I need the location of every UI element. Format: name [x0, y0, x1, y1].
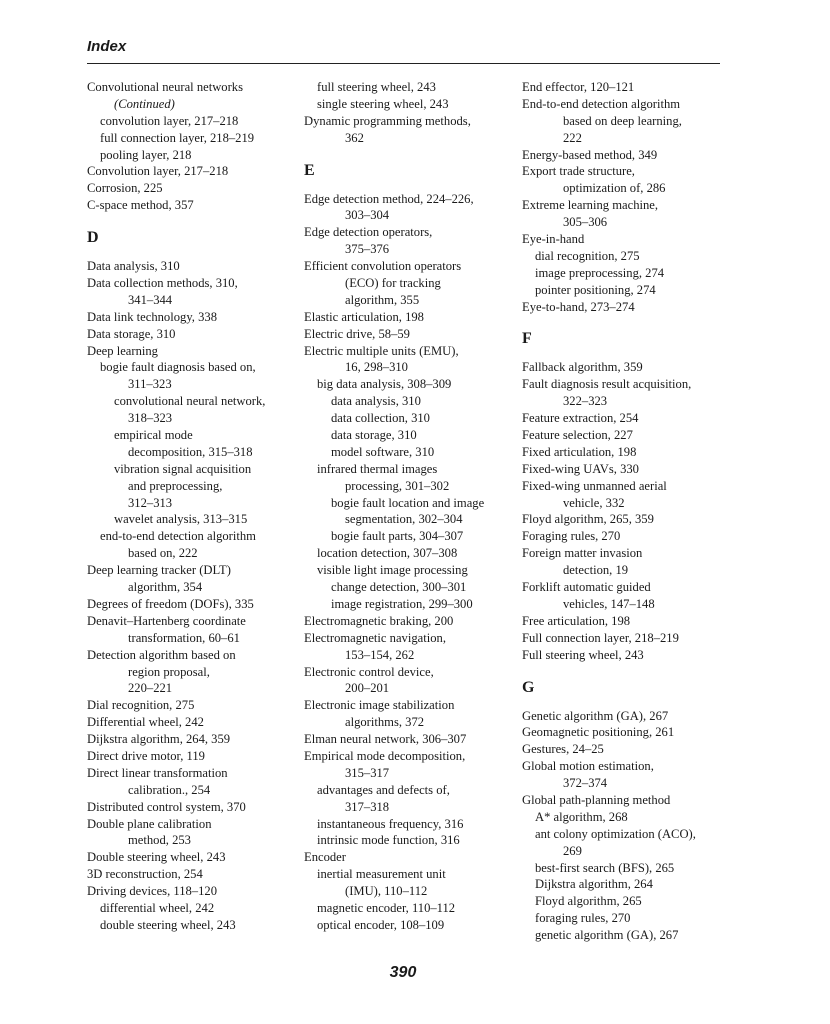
index-entry: Edge detection operators, — [304, 225, 433, 240]
index-entry: Data analysis, 310 — [87, 259, 180, 274]
index-subentry: instantaneous frequency, 316 — [317, 816, 464, 831]
index-entry: Fault diagnosis result acquisition, — [522, 377, 692, 392]
index-subentry: based on, 222 — [128, 546, 198, 561]
index-subentry: pointer positioning, 274 — [535, 282, 656, 297]
index-subentry: end-to-end detection algorithm — [100, 529, 256, 544]
index-column-2 — [304, 79, 514, 934]
index-entry: C-space method, 357 — [87, 198, 194, 213]
index-entry: End effector, 120–121 — [522, 80, 635, 94]
index-subentry: processing, 301–302 — [345, 478, 450, 493]
index-entry: Full connection layer, 218–219 — [522, 630, 679, 645]
index-subentry: 312–313 — [128, 495, 173, 510]
index-entry: End-to-end detection algorithm — [522, 96, 681, 111]
index-entry: Degrees of freedom (DOFs), 335 — [87, 596, 254, 611]
index-subentry: visible light image processing — [317, 563, 468, 578]
index-subentry: 322–323 — [563, 394, 608, 409]
index-subentry: bogie fault location and image — [331, 495, 485, 510]
index-subentry: 222 — [563, 130, 582, 145]
index-subentry: dial recognition, 275 — [535, 248, 640, 263]
index-subentry: wavelet analysis, 313–315 — [114, 512, 248, 527]
index-subentry: vehicle, 332 — [563, 495, 625, 510]
index-entry: Electronic image stabilization — [304, 698, 455, 713]
index-entry: Distributed control system, 370 — [87, 799, 246, 814]
index-entry: Energy-based method, 349 — [522, 147, 658, 162]
page-number: 390 — [389, 964, 417, 981]
index-subentry: data storage, 310 — [331, 428, 417, 443]
index-subentry: A* algorithm, 268 — [535, 809, 628, 824]
index-subentry: optimization of, 286 — [563, 181, 666, 196]
index-subentry: algorithm, 355 — [345, 292, 420, 307]
index-entry: Elastic articulation, 198 — [304, 309, 424, 324]
index-subentry: infrared thermal images — [317, 461, 438, 476]
index-entry: Double steering wheel, 243 — [87, 850, 226, 865]
index-subentry: 375–376 — [345, 242, 390, 257]
index-entry: Data collection methods, 310, — [87, 276, 238, 291]
index-subentry: convolutional neural network, — [114, 394, 266, 409]
index-subentry: vibration signal acquisition — [114, 461, 252, 476]
index-entry: Data storage, 310 — [87, 326, 176, 341]
index-entry: Foreign matter invasion — [522, 546, 643, 561]
index-entry: Driving devices, 118–120 — [87, 884, 217, 899]
index-entry: Dynamic programming methods, — [304, 113, 471, 128]
index-subentry: model software, 310 — [331, 444, 435, 459]
section-letter-d: D — [87, 229, 99, 247]
index-column-3 — [522, 79, 732, 944]
index-subentry: 317–318 — [345, 799, 390, 814]
index-entry: Geomagnetic positioning, 261 — [522, 725, 675, 740]
index-subentry: calibration., 254 — [128, 782, 211, 797]
index-subentry: 153–154, 262 — [345, 647, 415, 662]
index-subentry: 269 — [563, 843, 582, 858]
index-subentry: algorithms, 372 — [345, 715, 425, 730]
index-subentry: vehicles, 147–148 — [563, 596, 655, 611]
index-subentry: based on deep learning, — [563, 113, 682, 128]
index-subentry: bogie fault parts, 304–307 — [331, 529, 464, 544]
index-entry: Electromagnetic braking, 200 — [304, 613, 454, 628]
index-subentry: foraging rules, 270 — [535, 911, 631, 926]
index-entry: Convolutional neural networks — [87, 80, 243, 94]
index-subentry: decomposition, 315–318 — [128, 444, 253, 459]
index-entry: Gestures, 24–25 — [522, 742, 604, 757]
index-subentry: advantages and defects of, — [317, 782, 450, 797]
index-subentry: region proposal, — [128, 664, 210, 679]
index-subentry: convolution layer, 217–218 — [100, 113, 239, 128]
header-rule — [87, 63, 720, 64]
index-entry: 3D reconstruction, 254 — [87, 867, 203, 882]
index-entry: Free articulation, 198 — [522, 613, 631, 628]
index-entry: Double plane calibration — [87, 816, 212, 831]
section-letter-e: E — [304, 161, 315, 179]
index-subentry: segmentation, 302–304 — [345, 512, 463, 527]
index-entry: Deep learning — [87, 343, 158, 358]
index-subentry: 311–323 — [128, 377, 172, 392]
index-subentry: algorithm, 354 — [128, 580, 203, 595]
index-entry: Direct drive motor, 119 — [87, 748, 205, 763]
index-subentry: data collection, 310 — [331, 411, 430, 426]
index-subentry: 362 — [345, 130, 364, 145]
index-subentry: (ECO) for tracking — [345, 276, 441, 291]
index-subentry: detection, 19 — [563, 563, 629, 578]
index-entry: Electromagnetic navigation, — [304, 630, 446, 645]
index-entry: Direct linear transformation — [87, 765, 228, 780]
index-entry: Detection algorithm based on — [87, 647, 236, 662]
index-subentry: method, 253 — [128, 833, 191, 848]
index-entry: Global motion estimation, — [522, 759, 654, 774]
index-subentry: magnetic encoder, 110–112 — [317, 900, 456, 915]
index-subentry: Floyd algorithm, 265 — [535, 894, 642, 909]
index-subentry: differential wheel, 242 — [100, 900, 215, 915]
index-subentry: intrinsic mode function, 316 — [317, 833, 460, 848]
index-subentry: data analysis, 310 — [331, 394, 421, 409]
index-subentry: 341–344 — [128, 292, 173, 307]
index-subentry: image registration, 299–300 — [331, 596, 473, 611]
index-entry: Dial recognition, 275 — [87, 698, 195, 713]
index-subentry: bogie fault diagnosis based on, — [100, 360, 256, 375]
index-entry: Denavit–Hartenberg coordinate — [87, 613, 246, 628]
index-entry: Extreme learning machine, — [522, 198, 659, 213]
index-subentry: and preprocessing, — [128, 478, 223, 493]
index-subentry: (IMU), 110–112 — [345, 884, 428, 899]
index-entry: Convolution layer, 217–218 — [87, 164, 229, 179]
index-entry: Eye-in-hand — [522, 232, 585, 247]
index-subentry: pooling layer, 218 — [100, 147, 192, 162]
index-entry: Electronic control device, — [304, 664, 434, 679]
index-subentry: double steering wheel, 243 — [100, 917, 236, 932]
index-subentry: genetic algorithm (GA), 267 — [535, 928, 679, 943]
index-subentry: full connection layer, 218–219 — [100, 130, 255, 145]
index-subentry: single steering wheel, 243 — [317, 96, 449, 111]
running-header: Index — [87, 38, 127, 55]
index-subentry: image preprocessing, 274 — [535, 265, 665, 280]
index-entry: Full steering wheel, 243 — [522, 647, 644, 662]
index-entry: Fixed-wing UAVs, 330 — [522, 461, 639, 476]
index-entry: Elman neural network, 306–307 — [304, 732, 467, 747]
index-entry: Encoder — [304, 850, 346, 865]
index-subentry: best-first search (BFS), 265 — [535, 860, 675, 875]
index-entry: Eye-to-hand, 273–274 — [522, 299, 635, 314]
index-subentry: transformation, 60–61 — [128, 630, 240, 645]
index-entry: Fixed-wing unmanned aerial — [522, 478, 667, 493]
index-entry: Genetic algorithm (GA), 267 — [522, 708, 669, 723]
index-subentry: location detection, 307–308 — [317, 546, 458, 561]
index-entry: Foraging rules, 270 — [522, 529, 621, 544]
index-entry: Dijkstra algorithm, 264, 359 — [87, 732, 231, 747]
index-subentry: ant colony optimization (ACO), — [535, 826, 696, 841]
index-entry: Feature selection, 227 — [522, 428, 633, 443]
index-entry: Electric drive, 58–59 — [304, 326, 410, 341]
index-subentry: 305–306 — [563, 215, 608, 230]
index-subentry: 200–201 — [345, 681, 390, 696]
index-subentry: change detection, 300–301 — [331, 580, 467, 595]
index-subentry: 303–304 — [345, 208, 390, 223]
index-entry: Fallback algorithm, 359 — [522, 360, 643, 375]
index-subentry: 315–317 — [345, 765, 390, 780]
index-entry: Corrosion, 225 — [87, 181, 163, 196]
index-entry: Data link technology, 338 — [87, 309, 217, 324]
index-subentry: (Continued) — [114, 96, 175, 111]
index-subentry: 318–323 — [128, 411, 173, 426]
index-entry: Empirical mode decomposition, — [304, 748, 466, 763]
index-subentry: empirical mode — [114, 428, 193, 443]
index-subentry: big data analysis, 308–309 — [317, 377, 452, 392]
index-entry: Global path-planning method — [522, 792, 671, 807]
index-entry: Efficient convolution operators — [304, 259, 462, 274]
index-subentry: inertial measurement unit — [317, 867, 446, 882]
index-subentry: full steering wheel, 243 — [317, 80, 436, 94]
index-entry: Forklift automatic guided — [522, 580, 651, 595]
index-entry: Deep learning tracker (DLT) — [87, 563, 231, 578]
index-column-1 — [87, 79, 292, 934]
section-letter-g: G — [522, 678, 535, 696]
index-entry: Export trade structure, — [522, 164, 635, 179]
index-subentry: 220–221 — [128, 681, 173, 696]
index-subentry: optical encoder, 108–109 — [317, 917, 445, 932]
index-entry: Edge detection method, 224–226, — [304, 191, 474, 206]
index-entry: Differential wheel, 242 — [87, 715, 204, 730]
index-subentry: Dijkstra algorithm, 264 — [535, 877, 653, 892]
index-entry: Floyd algorithm, 265, 359 — [522, 512, 654, 527]
index-subentry: 16, 298–310 — [345, 360, 408, 375]
index-entry: Feature extraction, 254 — [522, 411, 639, 426]
section-letter-f: F — [522, 330, 532, 348]
index-entry: Fixed articulation, 198 — [522, 444, 637, 459]
index-entry: Electric multiple units (EMU), — [304, 343, 459, 358]
index-subentry: 372–374 — [563, 776, 608, 791]
